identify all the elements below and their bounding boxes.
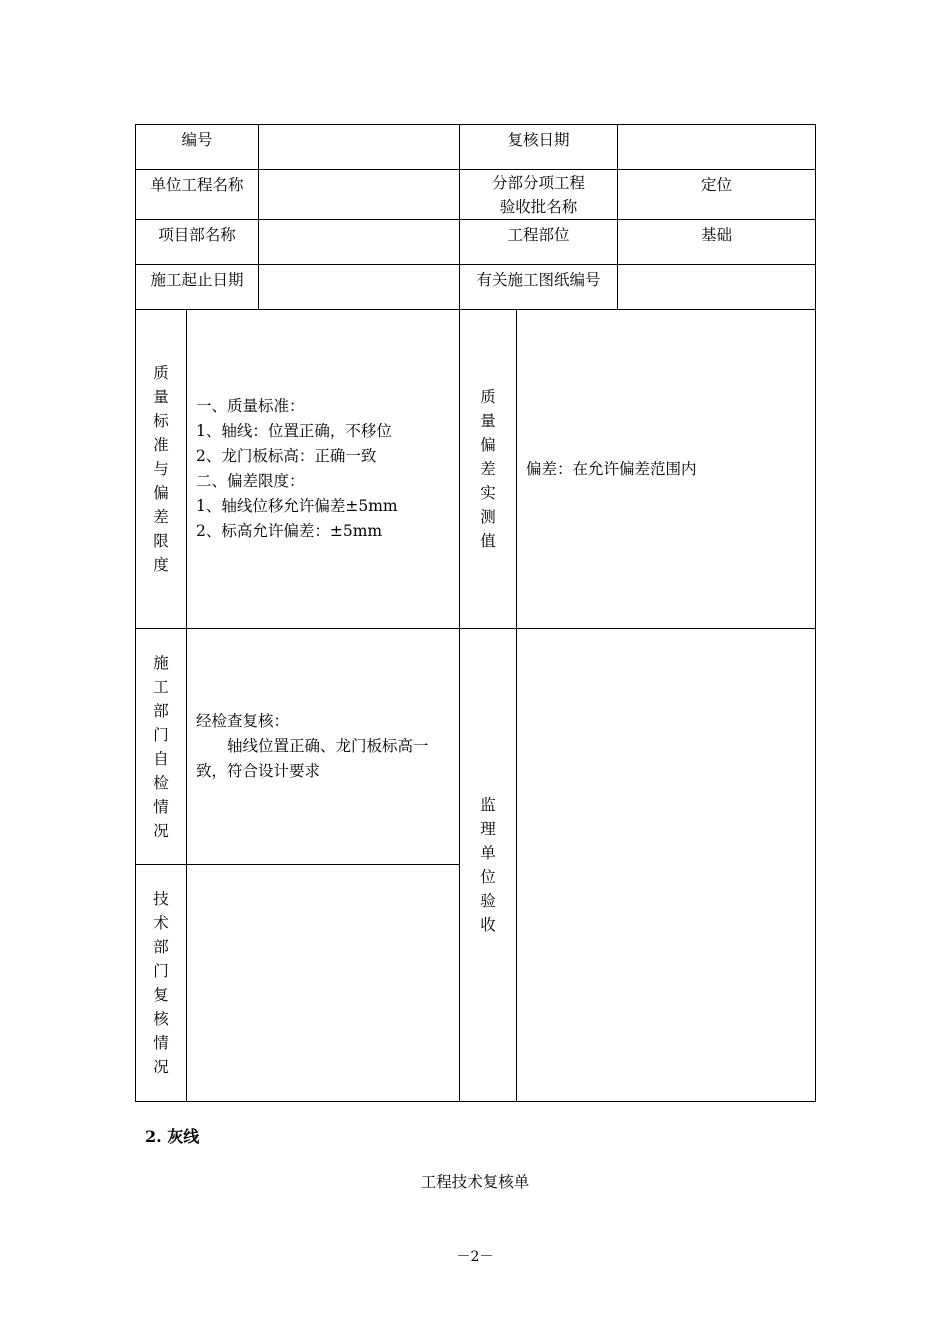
review-date-label: 复核日期 [460,125,618,170]
tech-review-value[interactable] [187,865,460,1102]
code-label: 编号 [136,125,259,170]
sub-project-value[interactable]: 定位 [618,170,816,220]
unit-project-label: 单位工程名称 [136,170,259,220]
dates-value[interactable] [259,265,460,310]
form-row-dates [136,265,816,310]
quality-line: 1、轴线位移允许偏差±5mm [196,497,398,515]
drawing-label: 有关施工图纸编号 [460,265,618,310]
quality-line: 二、偏差限度： [196,472,305,490]
quality-line: 2、标高允许偏差：±5mm [196,522,383,540]
section-heading: 2. 灰线 [145,1127,200,1146]
dept-label: 项目部名称 [136,220,259,265]
quality-standard-content[interactable] [187,310,460,629]
form-row-code [136,125,816,170]
supervision-value[interactable] [517,629,816,1102]
quality-line: 一、质量标准： [196,397,305,415]
supervision-label: 监 理 单 位 验 收 [460,629,517,1102]
location-label: 工程部位 [460,220,618,265]
drawing-value[interactable] [618,265,816,310]
page-number: －2－ [456,1249,494,1265]
technical-review-form [135,124,816,1102]
form-row-self-check [136,629,816,865]
code-value[interactable] [259,125,460,170]
sub-project-label-line1: 分部分项工程 [492,174,586,192]
quality-line: 1、轴线：位置正确，不移位 [196,422,392,440]
location-value[interactable]: 基础 [618,220,816,265]
quality-line: 2、龙门板标高：正确一致 [196,447,377,465]
form-row-unit-project [136,170,816,220]
review-date-value[interactable] [618,125,816,170]
self-check-line1: 经检查复核： [196,712,290,730]
dates-label: 施工起止日期 [136,265,259,310]
quality-standard-label: 质 量 标 准 与 偏 差 限 度 [136,310,187,629]
sub-project-label-line2: 验收批名称 [499,198,578,216]
form-row-dept [136,220,816,265]
self-check-content[interactable] [187,629,460,865]
document-title: 工程技术复核单 [420,1173,530,1191]
tech-review-label: 技 术 部 门 复 核 情 况 [136,865,187,1102]
measured-deviation-label: 质 量 偏 差 实 测 值 [460,310,517,629]
dept-value[interactable] [259,220,460,265]
sub-project-label [460,170,618,220]
self-check-line2: 轴线位置正确、龙门板标高一致，符合设计要求 [196,737,429,780]
form-row-quality [136,310,816,629]
self-check-label: 施 工 部 门 自 检 情 况 [136,629,187,865]
measured-deviation-value[interactable]: 偏差：在允许偏差范围内 [517,310,816,629]
unit-project-value[interactable] [259,170,460,220]
